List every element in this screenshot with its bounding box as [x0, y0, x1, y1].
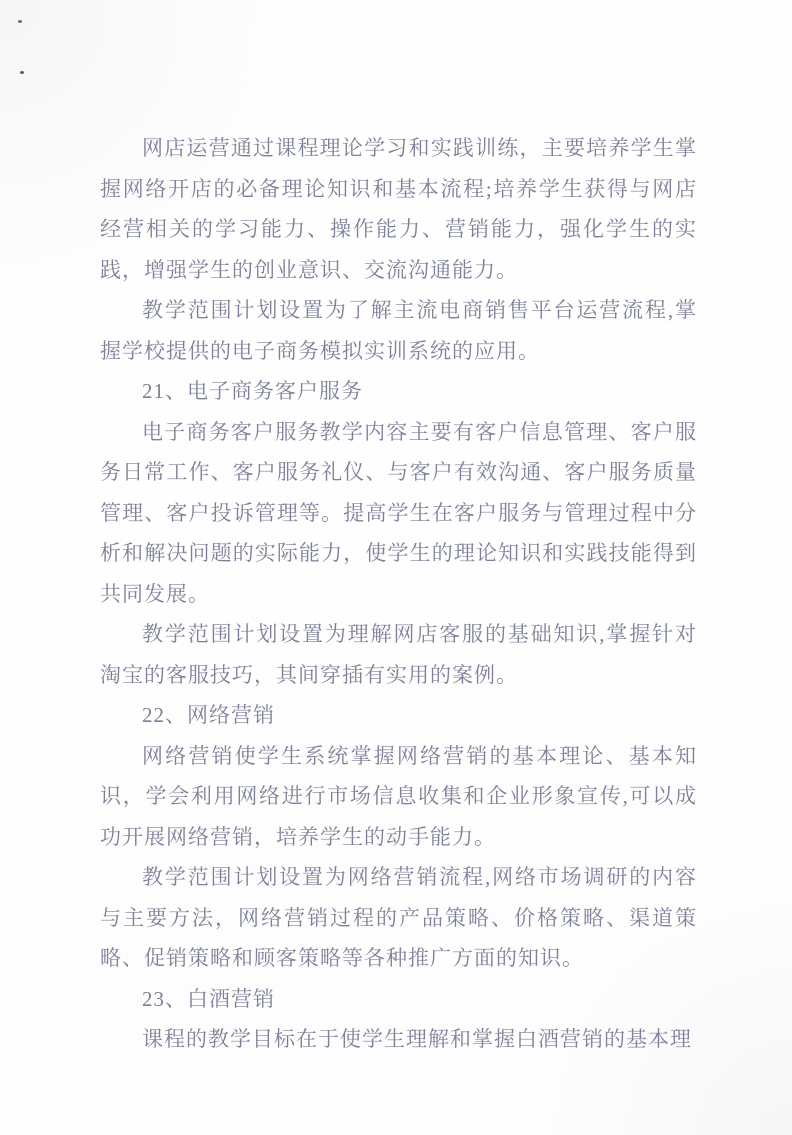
section-heading: 21、电子商务客户服务	[142, 379, 363, 403]
paragraph: 网络营销使学生系统掌握网络营销的基本理论、基本知识，学会利用网络进行市场信息收集和企业形象宣传,可以成功开展网络营销，培养学生的动手能力。	[100, 743, 697, 849]
scan-speck	[18, 20, 22, 23]
paragraph: 课程的教学目标在于使学生理解和掌握白酒营销的基本理	[142, 1027, 692, 1051]
paragraph: 教学范围计划设置为了解主流电商销售平台运营流程,掌握学校提供的电子商务模拟实训系统的应用。	[100, 298, 697, 363]
section-heading: 23、白酒营销	[142, 986, 275, 1011]
document-text	[100, 128, 697, 1060]
scan-speck	[20, 71, 24, 74]
paragraph: 教学范围计划设置为理解网店客服的基础知识,掌握针对淘宝的客服技巧，其间穿插有实用的案例。	[100, 622, 697, 687]
paragraph: 电子商务客户服务教学内容主要有客户信息管理、客户服务日常工作、客户服务礼仪、与客户有效沟通、客户服务质量管理、客户投诉管理等。提高学生在客户服务与管理过程中分析和解决问题的实际能力，使学生的理论知识和实践技能得到共同发展。	[100, 419, 697, 606]
paragraph: 网店运营通过课程理论学习和实践训练，主要培养学生掌握网络开店的必备理论知识和基本流程;培养学生获得与网店经营相关的学习能力、操作能力、营销能力，强化学生的实践，增强学生的创业意识、交流沟通能力。	[100, 136, 697, 282]
paragraph: 教学范围计划设置为网络营销流程,网络市场调研的内容与主要方法，网络营销过程的产品策略、价格策略、渠道策略、促销策略和顾客策略等各种推广方面的知识。	[100, 865, 697, 970]
section-heading: 22、网络营销	[142, 703, 275, 727]
